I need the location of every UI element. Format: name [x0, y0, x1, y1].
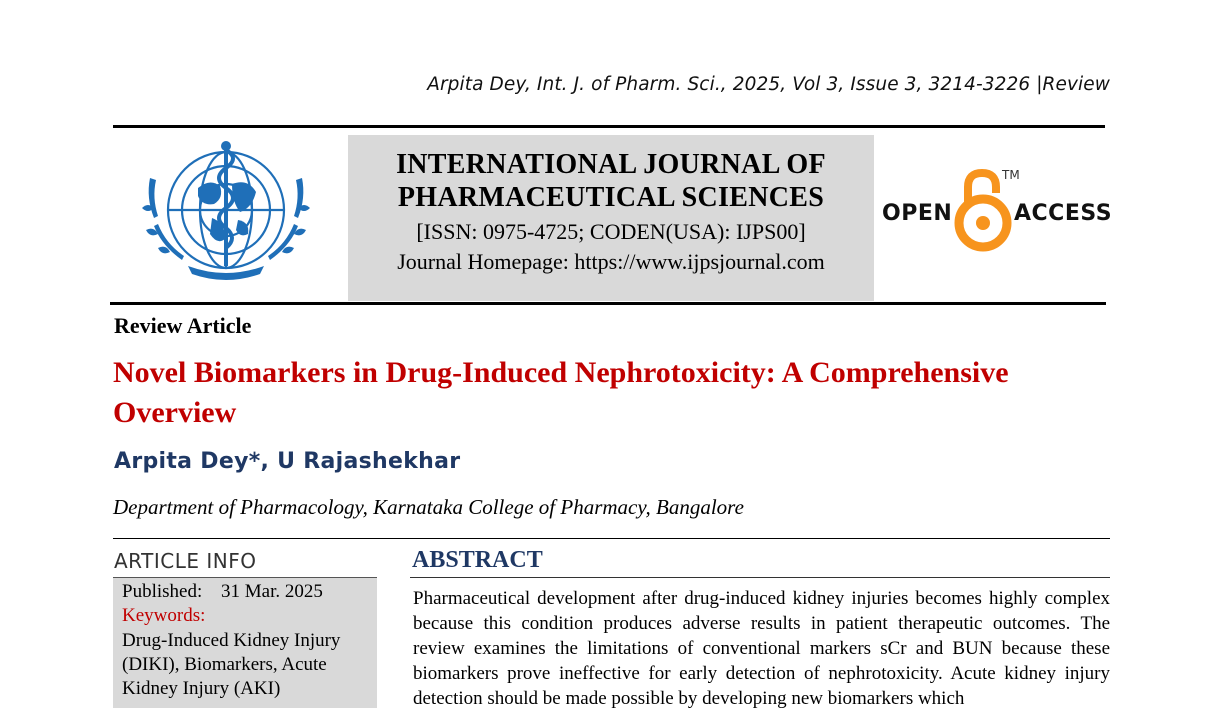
- published-date: 31 Mar. 2025: [221, 581, 323, 602]
- journal-emblem-logo: [128, 138, 324, 284]
- section-divider: [113, 538, 1110, 539]
- journal-name-line1: INTERNATIONAL JOURNAL OF: [396, 149, 826, 180]
- citation-header: Arpita Dey, Int. J. of Pharm. Sci., 2025, Vol 3, Issue 3, 3214-3226 |Review: [427, 74, 1110, 95]
- article-title: Novel Biomarkers in Drug-Induced Nephrotoxicity: A Comprehensive Overview: [113, 356, 1009, 429]
- keywords-label: Keywords:: [122, 605, 206, 626]
- header-rule-top: [113, 125, 1105, 128]
- published-label: Published:: [122, 581, 203, 602]
- article-info-box: [113, 577, 377, 708]
- abstract-heading: ABSTRACT: [412, 547, 543, 573]
- journal-homepage: Journal Homepage: https://www.ijpsjournal.com: [397, 249, 825, 274]
- article-type: Review Article: [114, 313, 252, 338]
- keyword-line: Drug-Induced Kidney Injury: [122, 630, 341, 651]
- open-word: OPEN: [882, 201, 953, 226]
- author-affiliation: Department of Pharmacology, Karnataka College of Pharmacy, Bangalore: [113, 495, 744, 519]
- journal-name-line2: PHARMACEUTICAL SCIENCES: [397, 182, 825, 213]
- access-word: ACCESS: [1014, 201, 1113, 226]
- open-access-logo: [880, 165, 1113, 255]
- journal-banner: [348, 135, 874, 301]
- header-rule-bottom: [110, 302, 1106, 305]
- article-info-heading: ARTICLE INFO: [114, 549, 257, 573]
- keyword-line: Kidney Injury (AKI): [122, 678, 281, 699]
- keyword-line: (DIKI), Biomarkers, Acute: [122, 654, 327, 675]
- article-authors: Arpita Dey*, U Rajashekhar: [114, 449, 461, 474]
- journal-issn: [ISSN: 0975-4725; CODEN(USA): IJPS00]: [416, 219, 806, 244]
- abstract-rule: [410, 577, 1110, 578]
- abstract-text: Pharmaceutical development after drug-induced kidney injuries becomes highly complex because this condition produces adverse results in patient therapeutic outcomes. The review examines the limitations of conventional markers sCr and BUN because these biomarkers prove ineffective for early detection of nephrotoxicity. Acute kidney injury detection should be made possible by developing new biomarkers which: [413, 588, 1110, 709]
- trademark-mark: TM: [1002, 168, 1020, 182]
